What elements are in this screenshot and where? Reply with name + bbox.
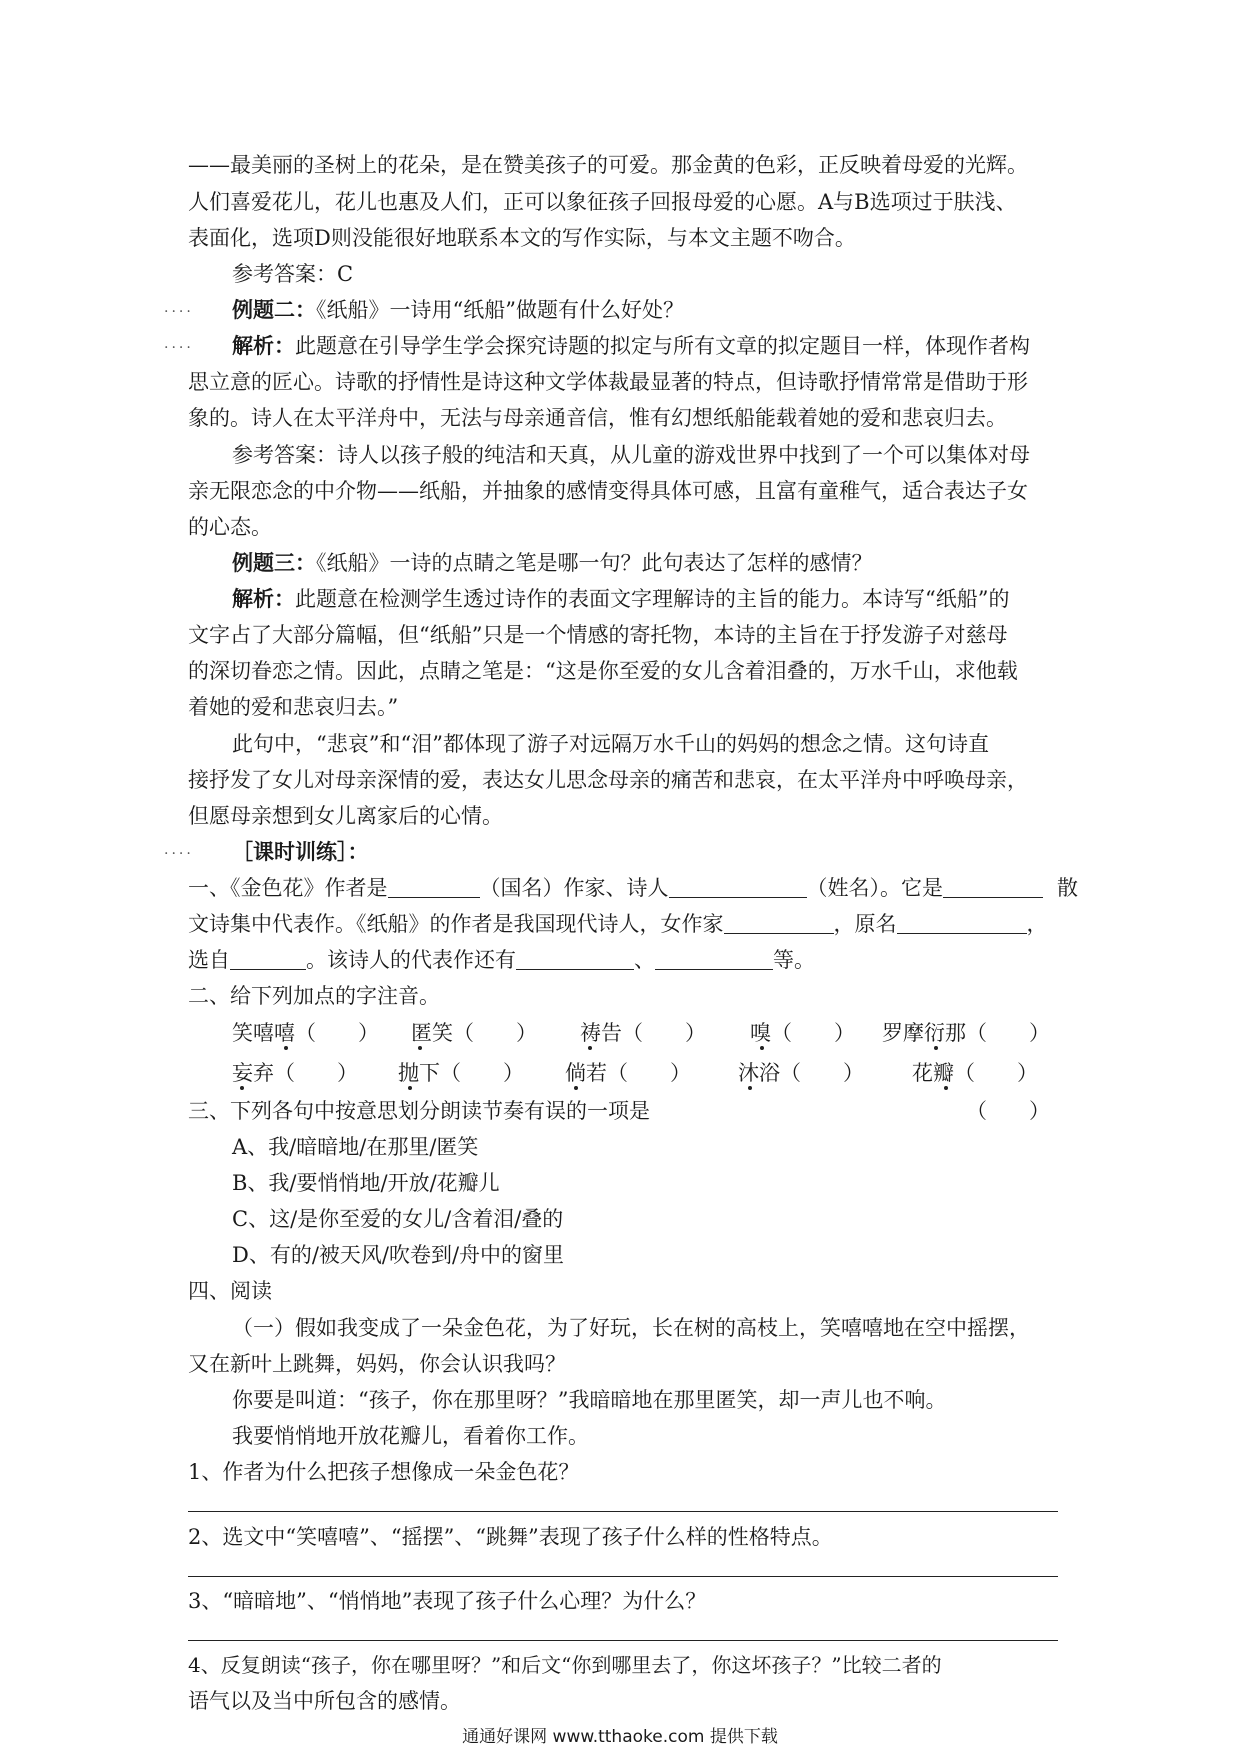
ex2-reference-line3: 的心态。: [188, 515, 272, 539]
ex2-analysis-line2: 思立意的匠心。诗歌的抒情性是诗这种文学体裁最显著的特点，但诗歌抒情常常是借助于形: [188, 370, 1028, 394]
emphasis-dot: [944, 1086, 948, 1090]
blank-country[interactable]: [388, 875, 480, 898]
q1-line3: [188, 945, 1070, 975]
emphasis-dot: [240, 1086, 244, 1090]
q1-line2: [188, 909, 1070, 939]
q1-text: 、: [634, 948, 655, 972]
q2-title: 二、给下列加点的字注音。: [188, 984, 440, 1008]
q2-item: 抛下（ ）: [398, 1061, 524, 1085]
ex2-question-line: [232, 295, 1114, 325]
q1-text: 散: [1057, 876, 1078, 900]
q2-item: 祷告（ ）: [580, 1021, 706, 1045]
ex2-label: 例题二：: [232, 297, 316, 322]
ex3-comment-line2: 接抒发了女儿对母亲深情的爱，表达女儿思念母亲的痛苦和悲哀，在太平洋舟中呼唤母亲，: [188, 768, 1028, 792]
ex2-analysis-text: 此题意在引导学生学会探究诗题的拟定与所有文章的拟定题目一样，体现作者构: [295, 334, 1030, 358]
ex2-reference-line2: 亲无限恋念的中介物——纸船，并抽象的感情变得具体可感，且富有童稚气，适合表达子女: [188, 479, 1028, 503]
q3-title: 三、下列各句中按意思划分朗读节奏有误的一项是: [188, 1099, 650, 1123]
emphasis-dot: [284, 1046, 288, 1050]
q2-item: 笑嘻嘻（ ）: [232, 1021, 379, 1045]
ex3-analysis-line1: [232, 584, 1114, 614]
emphasis-dot: [748, 1086, 752, 1090]
q2-item: 妄弃（ ）: [232, 1061, 358, 1085]
para1-line3: 表面化，选项D则没能很好地联系本文的写作实际，与本文主题不吻合。: [188, 226, 856, 250]
emphasis-dot: [408, 1086, 412, 1090]
reading-passage-line4: 我要悄悄地开放花瓣儿，看着你工作。: [232, 1424, 589, 1448]
q3-answer-bracket[interactable]: （ ）: [966, 1099, 1050, 1123]
q1-text: ，: [1026, 912, 1048, 936]
q1-text: 选自: [188, 948, 230, 972]
q1-text: （国名）作家、诗人: [479, 876, 669, 900]
ex3-question-line: [232, 548, 1114, 578]
ex2-analysis-label: 解析：: [232, 333, 295, 358]
reading-passage-line2: 又在新叶上跳舞，妈妈，你会认识我吗？: [188, 1352, 566, 1376]
answer-line[interactable]: [188, 1576, 1058, 1577]
q3-option-d: D、有的/被天风/吹卷到/舟中的窗里: [232, 1243, 565, 1267]
ex3-comment-line3: 但愿母亲想到女儿离家后的心情。: [188, 804, 503, 828]
margin-dots: ....: [164, 842, 194, 858]
q1-text: 一、《金色花》作者是: [188, 876, 388, 900]
q3-option-b: B、我/要悄悄地/开放/花瓣儿: [232, 1171, 500, 1195]
q2-item: 沐浴（ ）: [738, 1061, 864, 1085]
emphasis-dot: [760, 1046, 764, 1050]
q2-item: 罗摩衍那（ ）: [882, 1021, 1050, 1045]
ex2-reference-line1: 参考答案：诗人以孩子般的纯洁和天真，从儿童的游戏世界中找到了一个可以集体对母: [232, 443, 1030, 467]
ex2-analysis-line3: 象的。诗人在太平洋舟中，无法与母亲通音信，惟有幻想纸船能载着她的爱和悲哀归去。: [188, 406, 1007, 430]
ex3-analysis-line3: 的深切眷恋之情。因此，点睛之笔是：“这是你至爱的女儿含着泪叠的，万水千山，求他载: [188, 659, 1018, 683]
subquestion-2: 2、选文中“笑嘻嘻”、“摇摆”、“跳舞”表现了孩子什么样的性格特点。: [188, 1525, 833, 1549]
para1-line2: 人们喜爱花儿，花儿也惠及人们，正可以象征孩子回报母爱的心愿。A与B选项过于肤浅、: [188, 190, 1017, 214]
margin-dots: ....: [164, 300, 194, 316]
answer-line[interactable]: [188, 1640, 1058, 1641]
answer-line[interactable]: [188, 1511, 1058, 1512]
q1-text: 等。: [773, 948, 815, 972]
ex3-analysis-line2: 文字占了大部分篇幅，但“纸船”只是一个情感的寄托物，本诗的主旨在于抒发游子对慈母: [188, 623, 1008, 647]
reading-passage-line3: 你要是叫道：“孩子，你在那里呀？”我暗暗地在那里匿笑，却一声儿也不响。: [232, 1388, 947, 1412]
reading-passage-line1: （一）假如我变成了一朵金色花，为了好玩，长在树的高枝上，笑嘻嘻地在空中摇摆，: [232, 1316, 1030, 1340]
subquestion-4-line2: 语气以及当中所包含的感情。: [188, 1689, 461, 1713]
para1-answer: 参考答案：C: [232, 262, 354, 286]
q3-option-a: A、我/暗暗地/在那里/匿笑: [232, 1135, 479, 1159]
q1-text: ，原名: [833, 912, 897, 936]
q1-text: 文诗集中代表作。《纸船》的作者是我国现代诗人，女作家: [188, 912, 724, 936]
blank-collection[interactable]: [943, 875, 1043, 898]
q2-item: 嗅（ ）: [750, 1021, 855, 1045]
ex2-question: 《纸船》一诗用“纸船”做题有什么好处？: [316, 298, 684, 322]
q2-item: 匿笑（ ）: [411, 1021, 537, 1045]
q1-text: 。该诗人的代表作还有: [306, 948, 516, 972]
q2-item: 倘若（ ）: [565, 1061, 691, 1085]
emphasis-dot: [574, 1086, 578, 1090]
blank-source[interactable]: [230, 947, 306, 970]
blank-author[interactable]: [724, 911, 834, 934]
ex3-question: 《纸船》一诗的点睛之笔是哪一句？此句表达了怎样的感情？: [316, 551, 873, 575]
emphasis-dot: [588, 1046, 592, 1050]
emphasis-dot: [934, 1046, 938, 1050]
blank-work2[interactable]: [655, 947, 773, 970]
training-title: ［课时训练］：: [232, 839, 369, 864]
ex2-analysis-line1: [232, 331, 1114, 361]
blank-original-name[interactable]: [897, 911, 1027, 934]
para1-line1: ——最美丽的圣树上的花朵，是在赞美孩子的可爱。那金黄的色彩，正反映着母爱的光辉。: [188, 153, 1028, 177]
ex3-comment-line1: 此句中，“悲哀”和“泪”都体现了游子对远隔万水千山的妈妈的想念之情。这句诗直: [232, 732, 989, 756]
q3-option-c: C、这/是你至爱的女儿/含着泪/叠的: [232, 1207, 564, 1231]
subquestion-3: 3、“暗暗地”、“悄悄地”表现了孩子什么心理？为什么？: [188, 1589, 707, 1613]
subquestion-4-line1: 4、反复朗读“孩子，你在哪里呀？”和后文“你到哪里去了，你这坏孩子？”比较二者的: [188, 1653, 942, 1677]
q1-text: （姓名）。它是: [806, 876, 943, 900]
ex3-analysis-line4: 着她的爱和悲哀归去。”: [188, 695, 399, 719]
emphasis-dot: [418, 1046, 422, 1050]
footer-credit: 通通好课网 www.tthaoke.com 提供下载: [462, 1727, 778, 1747]
q2-item: 花瓣（ ）: [912, 1061, 1038, 1085]
blank-work1[interactable]: [516, 947, 634, 970]
q1-line1: [188, 873, 1078, 903]
ex3-label: 例题三：: [232, 550, 316, 575]
ex3-analysis-text: 此题意在检测学生透过诗作的表面文字理解诗的主旨的能力。本诗写“纸船”的: [295, 587, 1010, 611]
q4-title: 四、阅读: [188, 1279, 272, 1303]
ex3-analysis-label: 解析：: [232, 586, 295, 611]
blank-name[interactable]: [669, 875, 807, 898]
margin-dots: ....: [164, 336, 194, 352]
subquestion-1: 1、作者为什么把孩子想像成一朵金色花？: [188, 1460, 580, 1484]
